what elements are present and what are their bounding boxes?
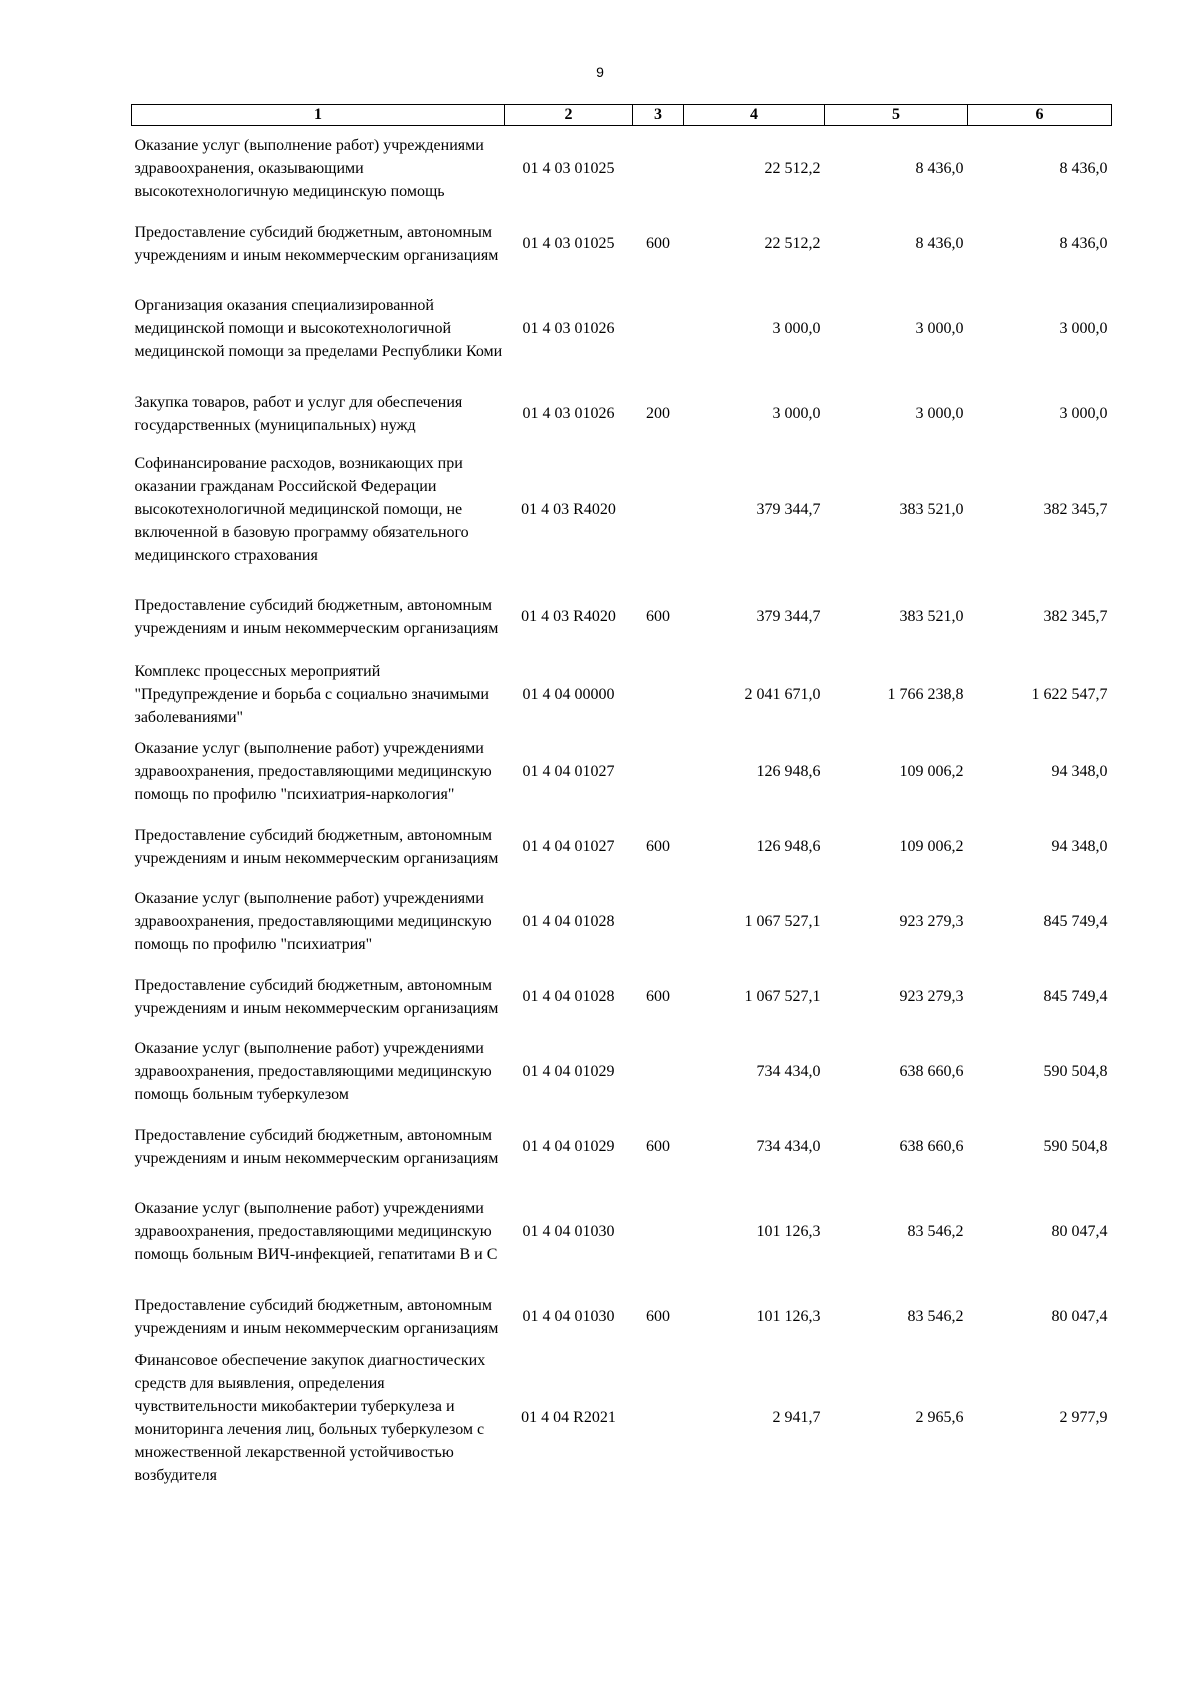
table-row xyxy=(132,382,1112,446)
cell-v5: 3 000,0 xyxy=(915,320,964,337)
header-col-3: 3 xyxy=(633,105,684,126)
cell-name: Предоставление субсидий бюджетным, автономным учреждениям и иным некоммерческим организациям xyxy=(134,976,499,1017)
cell-name: Оказание услуг (выполнение работ) учреждениями здравоохранения, предоставляющими медицинскую помощь по профилю "психиатрия" xyxy=(134,890,492,953)
cell-v5: 83 546,2 xyxy=(907,1223,964,1240)
cell-v6: 94 348,0 xyxy=(1051,763,1108,780)
cell-name: Организация оказания специализированной медицинской помощи и высокотехнологичной медицинской помощи за пределами Республики Коми xyxy=(134,297,503,360)
cell-v4: 101 126,3 xyxy=(756,1308,821,1325)
cell-type xyxy=(633,879,684,965)
cell-v6: 590 504,8 xyxy=(1043,1063,1108,1080)
cell-v6: 80 047,4 xyxy=(1051,1223,1108,1240)
table-row xyxy=(132,276,1112,382)
cell-type: 200 xyxy=(646,405,670,422)
table-row xyxy=(132,212,1112,276)
cell-type xyxy=(633,1029,684,1115)
cell-name: Предоставление субсидий бюджетным, автономным учреждениям и иным некоммерческим организациям xyxy=(134,596,499,637)
table-row xyxy=(132,879,1112,965)
cell-v5: 3 000,0 xyxy=(915,405,964,422)
cell-type: 600 xyxy=(646,988,670,1005)
table-row xyxy=(132,815,1112,879)
cell-name: Оказание услуг (выполнение работ) учреждениями здравоохранения, предоставляющими медицинскую помощь по профилю "психиатрия-наркология" xyxy=(134,740,492,803)
cell-v4: 2 941,7 xyxy=(772,1409,821,1426)
cell-code: 01 4 04 R2021 xyxy=(521,1409,616,1426)
cell-code: 01 4 04 01030 xyxy=(522,1308,615,1325)
cell-v4: 126 948,6 xyxy=(756,838,821,855)
cell-name: Финансовое обеспечение закупок диагностических средств для выявления, определения чувствительности микобактерии туберкулеза и мониторинга лечения лиц, больных туберкулезом с множественной лекарственной устойчивостью возбудителя xyxy=(134,1351,486,1484)
header-col-2: 2 xyxy=(505,105,633,126)
header-row xyxy=(132,105,1112,126)
cell-v6: 8 436,0 xyxy=(1059,235,1108,252)
cell-v5: 8 436,0 xyxy=(915,235,964,252)
cell-v5: 1 766 238,8 xyxy=(887,685,964,703)
cell-v4: 1 067 527,1 xyxy=(744,913,821,930)
cell-v4: 2 041 671,0 xyxy=(744,685,821,703)
cell-v4: 3 000,0 xyxy=(772,320,821,337)
table-row xyxy=(132,729,1112,815)
cell-v4: 734 434,0 xyxy=(756,1138,821,1155)
cell-type xyxy=(633,729,684,815)
header-col-5: 5 xyxy=(825,105,968,126)
table-row xyxy=(132,1285,1112,1349)
cell-v5: 923 279,3 xyxy=(899,913,964,930)
cell-v6: 382 345,7 xyxy=(1043,501,1108,518)
cell-type xyxy=(633,446,684,574)
cell-code: 01 4 04 01028 xyxy=(522,913,615,930)
cell-name: Предоставление субсидий бюджетным, автономным учреждениям и иным некоммерческим организациям xyxy=(134,1126,499,1167)
table-row xyxy=(132,965,1112,1029)
cell-type: 600 xyxy=(646,1308,670,1325)
cell-code: 01 4 03 01026 xyxy=(522,320,615,337)
cell-v5: 8 436,0 xyxy=(915,160,964,178)
cell-v6: 94 348,0 xyxy=(1051,838,1108,855)
cell-type xyxy=(633,1179,684,1285)
table-row xyxy=(132,660,1112,729)
cell-type: 600 xyxy=(646,1138,670,1155)
cell-code: 01 4 04 01030 xyxy=(522,1223,615,1240)
cell-v4: 22 512,2 xyxy=(764,160,821,178)
cell-v6: 3 000,0 xyxy=(1059,320,1108,337)
cell-v5: 109 006,2 xyxy=(899,763,964,780)
cell-v4: 1 067 527,1 xyxy=(744,988,821,1005)
cell-v5: 83 546,2 xyxy=(907,1308,964,1325)
cell-type xyxy=(633,126,684,212)
table-row xyxy=(132,446,1112,574)
page-number: 9 xyxy=(596,64,604,80)
cell-v5: 638 660,6 xyxy=(899,1138,964,1155)
cell-type xyxy=(633,1349,684,1487)
cell-v6: 845 749,4 xyxy=(1043,988,1108,1005)
budget-table xyxy=(131,104,1112,1487)
cell-v6: 1 622 547,7 xyxy=(1031,685,1108,703)
cell-v5: 923 279,3 xyxy=(899,988,964,1005)
cell-type xyxy=(633,660,684,729)
cell-v4: 734 434,0 xyxy=(756,1063,821,1080)
cell-v4: 126 948,6 xyxy=(756,763,821,780)
cell-code: 01 4 03 R4020 xyxy=(521,501,616,518)
cell-code: 01 4 03 01025 xyxy=(522,235,615,252)
cell-v6: 80 047,4 xyxy=(1051,1308,1108,1325)
cell-name: Предоставление субсидий бюджетным, автономным учреждениям и иным некоммерческим организациям xyxy=(134,826,499,867)
cell-v4: 3 000,0 xyxy=(772,405,821,422)
cell-code: 01 4 04 01029 xyxy=(522,1063,615,1080)
cell-code: 01 4 03 R4020 xyxy=(521,608,616,625)
cell-name: Софинансирование расходов, возникающих при оказании гражданам Российской Федерации высокотехнологичной медицинской помощи, не включенной в базовую программу обязательного медицинского страхования xyxy=(134,455,469,564)
cell-v6: 8 436,0 xyxy=(1059,160,1108,178)
cell-name: Комплекс процессных мероприятий "Предупреждение и борьба с социально значимыми заболеваниями" xyxy=(134,662,489,726)
cell-v4: 379 344,7 xyxy=(756,501,821,518)
cell-v6: 3 000,0 xyxy=(1059,405,1108,422)
cell-type: 600 xyxy=(646,235,670,252)
cell-code: 01 4 04 01029 xyxy=(522,1138,615,1155)
cell-v5: 638 660,6 xyxy=(899,1063,964,1080)
cell-name: Оказание услуг (выполнение работ) учреждениями здравоохранения, оказывающими высокотехнологичную медицинскую помощь xyxy=(134,137,484,201)
header-col-1: 1 xyxy=(132,105,505,126)
cell-code: 01 4 04 01027 xyxy=(522,763,615,780)
table-row xyxy=(132,1029,1112,1115)
cell-v4: 379 344,7 xyxy=(756,608,821,625)
cell-type: 600 xyxy=(646,838,670,855)
cell-code: 01 4 03 01026 xyxy=(522,405,615,422)
cell-code: 01 4 04 00000 xyxy=(522,685,615,703)
cell-name: Оказание услуг (выполнение работ) учреждениями здравоохранения, предоставляющими медицинскую помощь больным туберкулезом xyxy=(134,1040,492,1103)
cell-name: Предоставление субсидий бюджетным, автономным учреждениям и иным некоммерческим организациям xyxy=(134,223,499,264)
cell-v4: 22 512,2 xyxy=(764,235,821,252)
cell-v5: 109 006,2 xyxy=(899,838,964,855)
header-col-6: 6 xyxy=(968,105,1112,126)
table-row xyxy=(132,1115,1112,1179)
cell-v6: 2 977,9 xyxy=(1059,1409,1108,1426)
cell-v5: 383 521,0 xyxy=(899,608,964,625)
cell-v6: 845 749,4 xyxy=(1043,913,1108,930)
cell-code: 01 4 04 01028 xyxy=(522,988,615,1005)
table-row xyxy=(132,574,1112,660)
cell-v5: 383 521,0 xyxy=(899,501,964,518)
cell-type: 600 xyxy=(646,608,670,625)
cell-code: 01 4 03 01025 xyxy=(522,160,615,178)
cell-v5: 2 965,6 xyxy=(915,1409,964,1426)
cell-name: Оказание услуг (выполнение работ) учреждениями здравоохранения, предоставляющими медицинскую помощь больным ВИЧ-инфекцией, гепатитами В и С xyxy=(134,1200,498,1263)
cell-name: Предоставление субсидий бюджетным, автономным учреждениям и иным некоммерческим организациям xyxy=(134,1296,499,1337)
cell-v6: 382 345,7 xyxy=(1043,608,1108,625)
table-row xyxy=(132,1179,1112,1285)
header-col-4: 4 xyxy=(684,105,825,126)
table-row xyxy=(132,126,1112,212)
table-row xyxy=(132,1349,1112,1487)
cell-name: Закупка товаров, работ и услуг для обеспечения государственных (муниципальных) нужд xyxy=(134,393,463,434)
cell-code: 01 4 04 01027 xyxy=(522,838,615,855)
cell-v6: 590 504,8 xyxy=(1043,1138,1108,1155)
cell-v4: 101 126,3 xyxy=(756,1223,821,1240)
cell-type xyxy=(633,276,684,382)
